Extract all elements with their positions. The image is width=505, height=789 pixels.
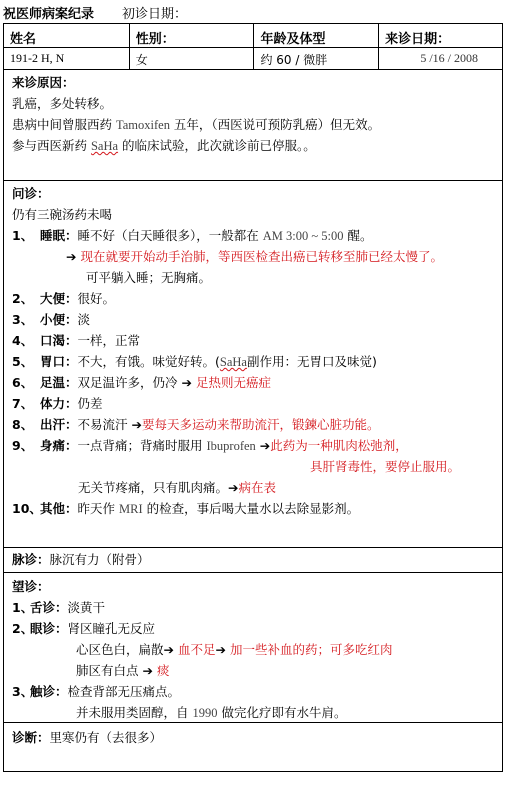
observation-item-palpation: 3、触诊：检查背部无压痛点。 — [12, 684, 181, 699]
patient-value-row — [4, 48, 503, 70]
reason-line-2: 患病中间曾服西药 Tamoxifen 五年，（西医说可预防乳癌）但无效。 — [12, 117, 381, 132]
arrow-right-icon: ➔ — [131, 417, 142, 432]
inquiry-item-sleep: 1、 睡眠：睡不好（白天睡很多），一般都在 AM 3:00 ~ 5:00 醒。 — [12, 228, 373, 243]
arrow-right-icon: ➔ — [181, 375, 192, 390]
visit-date-header: 来诊日期： — [379, 24, 503, 48]
diagnosis-section — [4, 723, 503, 772]
palpation-line-2: 并未服用类固醇，自 1990 做完化疗即有水牛肩。 — [76, 705, 347, 720]
observation-label: 望诊： — [12, 579, 50, 594]
eye-lung-zone: 肺区有白点 ➔ 痰 — [76, 663, 170, 678]
reason-line-3: 参与西医新药 SaHa 的临床试验，此次就诊前已停服。。 — [12, 138, 316, 153]
body-pain-note-2: 具肝肾毒性，要停止服用。 — [310, 459, 461, 474]
arrow-right-icon: ➔ — [259, 438, 271, 453]
inquiry-intro: 仍有三碗汤药未喝 — [12, 207, 113, 222]
arrow-right-icon: ➔ — [228, 480, 239, 495]
arrow-right-icon: ➔ — [142, 663, 153, 678]
record-header — [3, 3, 187, 21]
arrow-right-icon: ➔ — [66, 249, 77, 264]
observation-item-tongue: 1、舌诊：淡黄干 — [12, 600, 106, 615]
observation-section — [4, 573, 503, 723]
inquiry-item-body-pain: 9、 身痛：一点背痛；背痛时服用 Ibuprofen ➔此药为一种肌肉松弛剂， — [12, 438, 408, 453]
reason-section — [4, 70, 503, 181]
diagnosis-line: 诊断：里寒仍有（去很多） — [12, 730, 163, 745]
pulse-section — [4, 548, 503, 573]
first-visit-label: 初诊日期： — [122, 7, 188, 22]
record-title: 祝医师病案纪录 — [3, 7, 95, 22]
inquiry-item-sweat: 8、 出汗：不易流汗 ➔要每天多运动来帮助流汗，锻鍊心脏功能。 — [12, 417, 380, 432]
name-header: 姓名 — [4, 24, 130, 48]
eye-heart-zone: 心区色白，扁散➔ 血不足➔ 加一些补血的药；可多吃红肉 — [76, 642, 393, 657]
inquiry-item-foot-temp: 6、 足温：双足温许多，仍冷 ➔ 足热则无癌症 — [12, 375, 271, 390]
age-header: 年龄及体型 — [254, 24, 379, 48]
inquiry-item-stool: 2、 大便：很好。 — [12, 291, 116, 306]
patient-header-row — [4, 24, 503, 48]
sex-value: 女 — [129, 48, 254, 70]
pulse-line: 脉诊：脉沉有力（附骨） — [12, 552, 150, 567]
arrow-right-icon: ➔ — [163, 642, 174, 657]
inquiry-item-other: 10、其他：昨天作 MRI 的检查，事后喝大量水以去除显影剂。 — [12, 501, 360, 516]
drug-saha: SaHa — [90, 139, 119, 153]
inquiry-item-stamina: 7、 体力：仍差 — [12, 396, 103, 411]
inquiry-label: 问诊： — [12, 186, 50, 201]
reason-label: 来诊原因： — [12, 75, 75, 90]
case-record-table — [3, 23, 503, 772]
inquiry-item-appetite: 5、 胃口：不大，有饿。味觉好转。(SaHa副作用：无胃口及味觉) — [12, 354, 377, 369]
inquiry-section — [4, 181, 503, 548]
visit-date-value: 5 /16 / 2008 — [379, 48, 503, 70]
inquiry-item-thirst: 4、 口渴：一样，正常 — [12, 333, 141, 348]
arrow-right-icon: ➔ — [215, 642, 226, 657]
age-value: 约 60 / 微胖 — [254, 48, 379, 70]
sleep-line-3: 可平躺入睡；无胸痛。 — [86, 270, 212, 285]
sex-header: 性别： — [129, 24, 254, 48]
observation-item-eye: 2、眼诊：肾区瞳孔无反应 — [12, 621, 156, 636]
inquiry-item-urine: 3、 小便：淡 — [12, 312, 91, 327]
name-value: 191-2 H, N — [4, 48, 130, 70]
body-pain-line-3: 无关节疼痛，只有肌肉痛。➔病在表 — [78, 480, 277, 495]
reason-line-1: 乳癌，多处转移。 — [12, 96, 113, 111]
sleep-note: ➔ 现在就要开始动手治肺，等西医检查出癌已转移至肺已经太慢了。 — [66, 249, 443, 264]
drug-tamoxifen: Tamoxifen — [115, 118, 170, 132]
